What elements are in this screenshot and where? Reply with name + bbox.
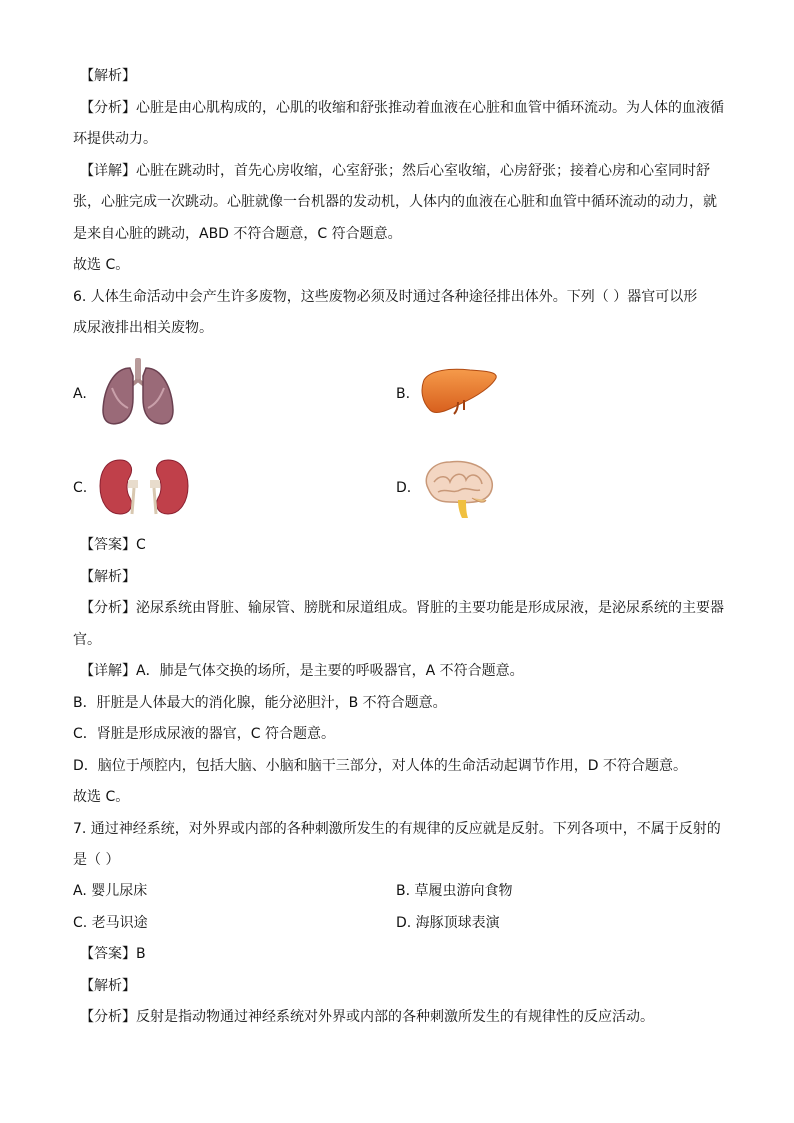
analysis-text: 【分析】泌尿系统由肾脏、输尿管、膀胱和尿道组成。肾脏的主要功能是形成尿液，是泌尿系统的主要器 <box>80 600 724 616</box>
detail-text: 张，心脏完成一次跳动。心脏就像一台机器的发动机，人体内的血液在心脏和血管中循环流动的动力，就 <box>73 194 717 210</box>
option-c-label: C. <box>73 480 88 496</box>
conclusion-text: 故选 C。 <box>73 257 130 273</box>
answer-text: 【答案】B <box>80 946 146 962</box>
liver-icon <box>420 366 500 422</box>
question-stem: 成尿液排出相关废物。 <box>73 320 213 336</box>
analysis-heading: 【解析】 <box>80 978 136 994</box>
option-b-label: B. <box>396 386 411 402</box>
option-a-label: A. <box>73 386 87 402</box>
option-c: C. 老马识途 <box>73 915 148 931</box>
option-d: D. 海豚顶球表演 <box>396 915 500 931</box>
analysis-heading: 【解析】 <box>80 569 136 585</box>
analysis-text: 【分析】心脏是由心肌构成的，心肌的收缩和舒张推动着血液在心脏和血管中循环流动。为人体的血液循 <box>80 100 724 116</box>
kidneys-icon <box>98 458 190 520</box>
question-stem: 6. 人体生命活动中会产生许多废物，这些废物必须及时通过各种途径排出体外。下列（ ）器官可以形 <box>73 289 698 305</box>
analysis-text: 官。 <box>73 632 101 648</box>
detail-text: D．脑位于颅腔内，包括大脑、小脑和脑干三部分，对人体的生命活动起调节作用，D 不符合题意。 <box>73 758 688 774</box>
analysis-text: 环提供动力。 <box>73 131 157 147</box>
brain-icon <box>420 458 496 524</box>
detail-text: B．肝脏是人体最大的消化腺，能分泌胆汁，B 不符合题意。 <box>73 695 447 711</box>
lungs-icon <box>100 358 176 432</box>
option-d-label: D. <box>396 480 412 496</box>
analysis-text: 【分析】反射是指动物通过神经系统对外界或内部的各种刺激所发生的有规律性的反应活动。 <box>80 1009 654 1025</box>
analysis-heading: 【解析】 <box>80 68 136 84</box>
detail-text: 【详解】A．肺是气体交换的场所，是主要的呼吸器官，A 不符合题意。 <box>80 663 524 679</box>
option-a: A. 婴儿尿床 <box>73 883 148 899</box>
question-stem: 是（ ） <box>73 852 120 868</box>
detail-text: C．肾脏是形成尿液的器官，C 符合题意。 <box>73 726 335 742</box>
option-b: B. 草履虫游向食物 <box>396 883 513 899</box>
question-stem: 7. 通过神经系统，对外界或内部的各种刺激所发生的有规律的反应就是反射。下列各项中，不属于反射的 <box>73 821 721 837</box>
detail-text: 【详解】心脏在跳动时，首先心房收缩，心室舒张；然后心室收缩，心房舒张；接着心房和心室同时舒 <box>80 163 710 179</box>
answer-text: 【答案】C <box>80 537 146 553</box>
detail-text: 是来自心脏的跳动，ABD 不符合题意，C 符合题意。 <box>73 226 402 242</box>
conclusion-text: 故选 C。 <box>73 789 130 805</box>
